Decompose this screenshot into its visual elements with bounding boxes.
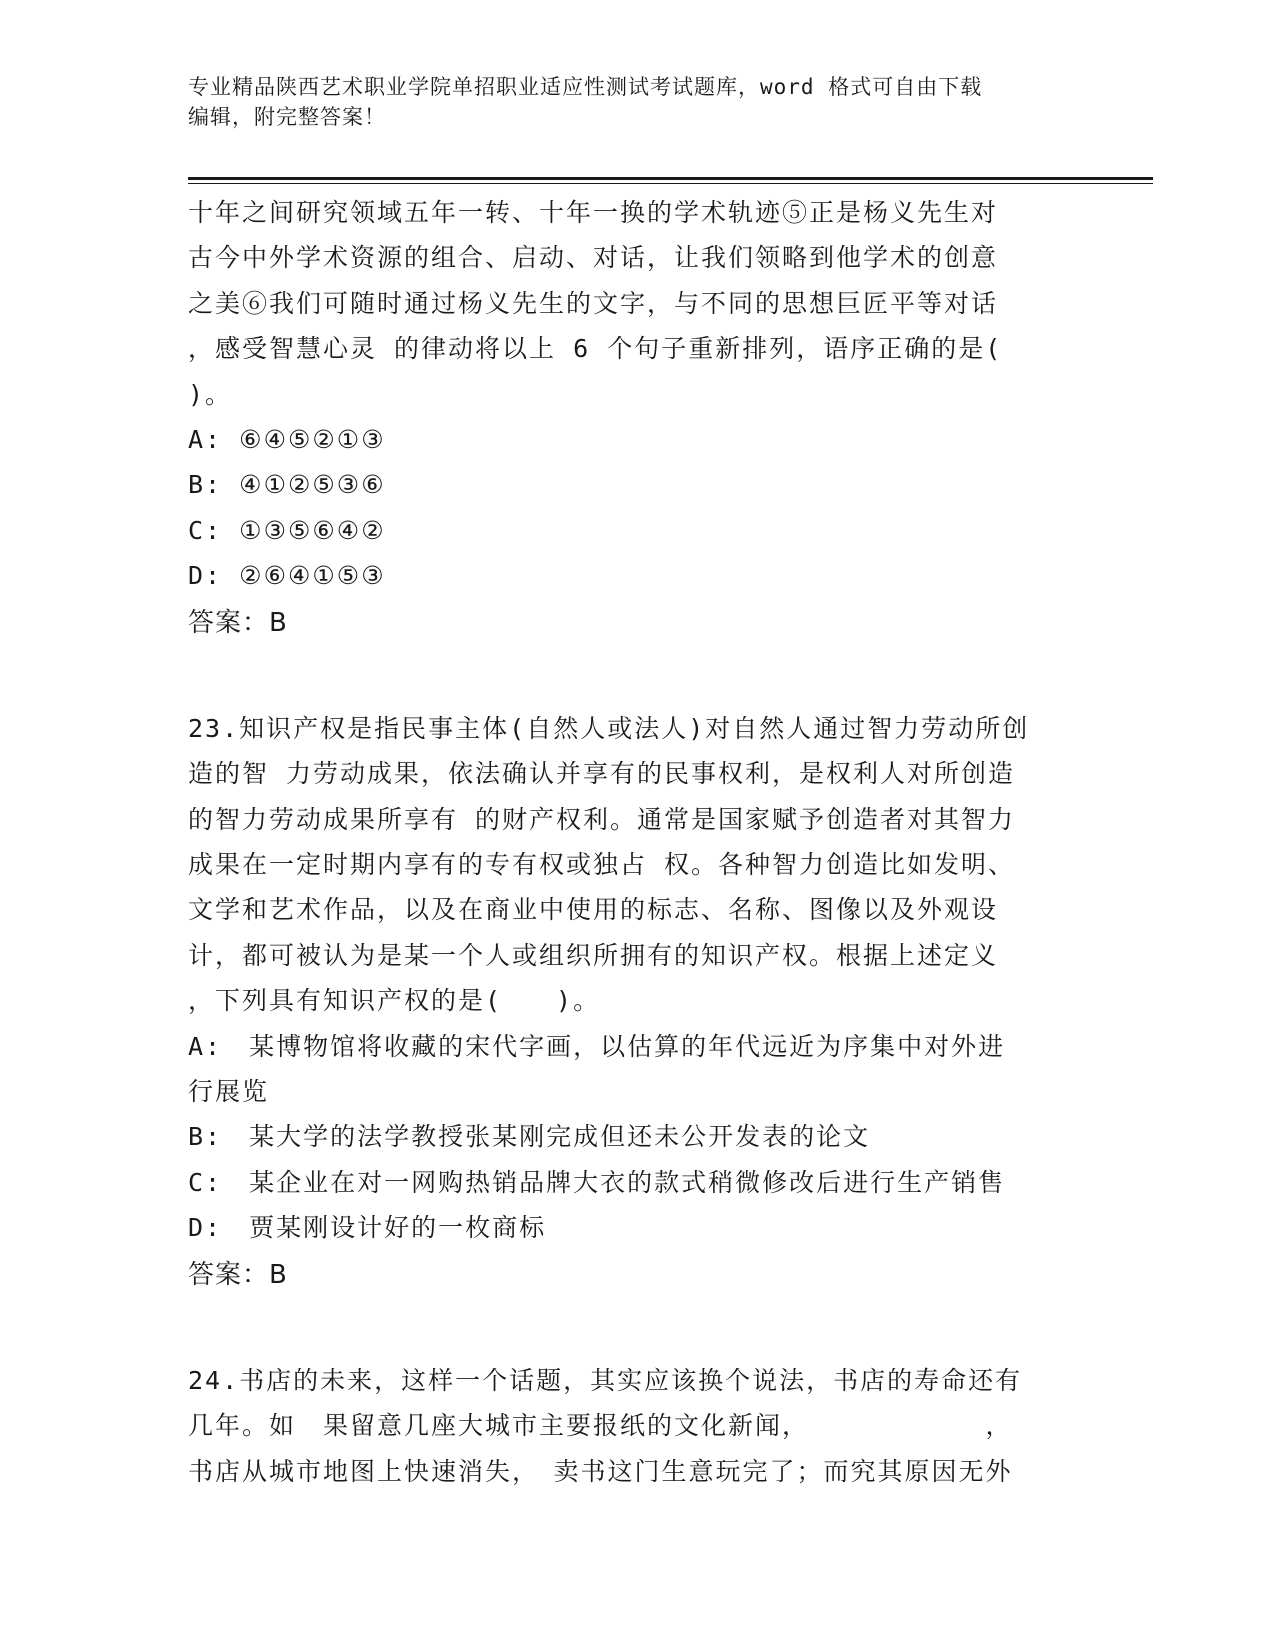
header-line-2: 编辑，附完整答案！: [188, 105, 386, 129]
question-text-line: 造的智 力劳动成果，依法确认并享有的民事权利，是权利人对所创造: [188, 759, 1016, 789]
question-text-line: 几年。如 果留意几座大城市主要报纸的文化新闻， ，: [188, 1411, 1013, 1441]
question-text-line: 的智力劳动成果所享有 的财产权利。通常是国家赋予创造者对其智力: [188, 804, 1016, 834]
option-d: D: ②⑥④①⑤③: [188, 561, 386, 591]
page-header: [188, 72, 1088, 132]
option-b: B: ④①②⑤③⑥: [188, 470, 386, 500]
question-text-line: 计，都可被认为是某一个人或组织所拥有的知识产权。根据上述定义: [188, 940, 999, 970]
question-text-line: ，下列具有知识产权的是( )。: [188, 986, 601, 1016]
option-a: A: 某博物馆将收藏的宋代字画，以估算的年代远近为序集中对外进: [188, 1031, 1006, 1061]
question-text-line: 成果在一定时期内享有的专有权或独占 权。各种智力创造比如发明、: [188, 850, 1016, 880]
header-divider-thick: [188, 177, 1153, 180]
header-line-1: 专业精品陕西艺术职业学院单招职业适应性测试考试题库，word 格式可自由下载: [188, 75, 983, 99]
question-text-line: 古今中外学术资源的组合、启动、对话，让我们领略到他学术的创意: [188, 243, 999, 273]
header-divider-thin: [188, 183, 1153, 184]
question-24: [188, 1358, 1088, 1494]
question-text-line: 23.知识产权是指民事主体(自然人或法人)对自然人通过智力劳动所创: [188, 713, 1030, 743]
option-a: A: ⑥④⑤②①③: [188, 424, 386, 454]
question-text-line: 文学和艺术作品，以及在商业中使用的标志、名称、图像以及外观设: [188, 895, 999, 925]
question-text-line: ，感受智慧心灵 的律动将以上 6 个句子重新排列，语序正确的是(: [188, 334, 1003, 364]
answer-line: 答案：B: [188, 607, 288, 638]
option-d: D: 贾某刚设计好的一枚商标: [188, 1213, 547, 1243]
section-gap: [188, 1298, 1088, 1358]
question-22: [188, 190, 1088, 646]
page-content: [188, 190, 1088, 1494]
question-text-line: 之美⑥我们可随时通过杨义先生的文字，与不同的思想巨匠平等对话: [188, 288, 999, 318]
option-c: C: ①③⑤⑥④②: [188, 515, 386, 545]
question-text-line: 24.书店的未来，这样一个话题，其实应该换个说法，书店的寿命还有: [188, 1365, 1023, 1395]
option-a-continued: 行展览: [188, 1077, 270, 1107]
question-text-line: 十年之间研究领域五年一转、十年一换的学术轨迹⑤正是杨义先生对: [188, 198, 999, 227]
answer-line: 答案：B: [188, 1259, 288, 1290]
section-gap: [188, 646, 1088, 706]
question-23: [188, 706, 1088, 1298]
option-c: C: 某企业在对一网购热销品牌大衣的款式稍微修改后进行生产销售: [188, 1167, 1006, 1197]
question-text-line: )。: [188, 379, 233, 409]
question-text-line: 书店从城市地图上快速消失， 卖书这门生意玩完了；而究其原因无外: [188, 1456, 1013, 1486]
option-b: B: 某大学的法学教授张某刚完成但还未公开发表的论文: [188, 1122, 871, 1152]
